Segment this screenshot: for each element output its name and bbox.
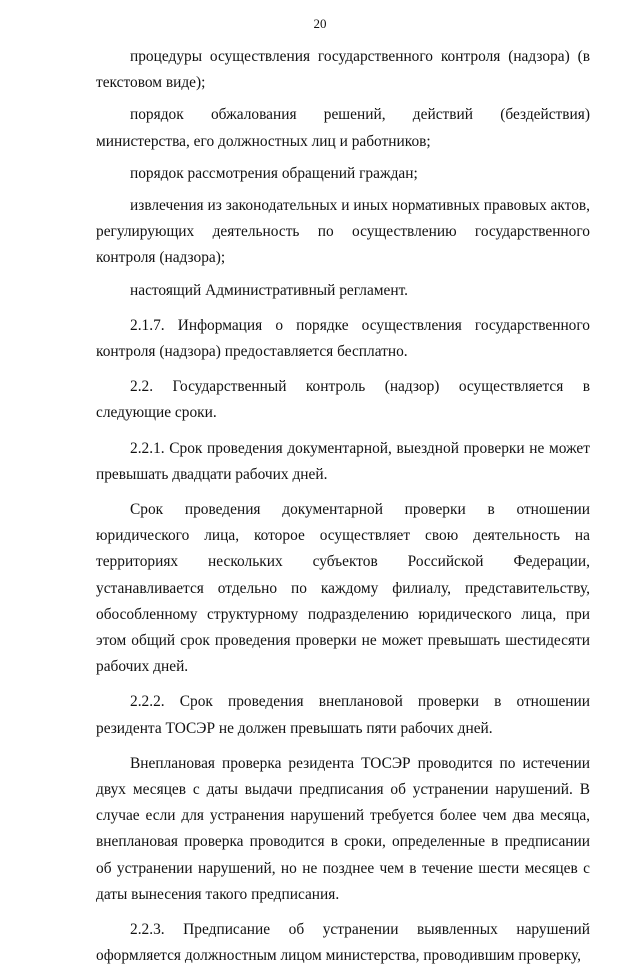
paragraph-procedures: процедуры осуществления государственного контроля (надзора) (в текстовом виде);: [96, 48, 590, 92]
paragraph-regulation: настоящий Административный регламент.: [130, 281, 409, 299]
document-body: [96, 44, 590, 970]
paragraph-2-2-2: 2.2.2. Срок проведения внеплановой проверки в отношении резидента ТОСЭР не должен превышать пяти рабочих дней.: [96, 693, 590, 737]
paragraph-2-2-3: 2.2.3. Предписание об устранении выявленных нарушений оформляется должностным лицом министерства, проводившим проверку,: [96, 921, 590, 965]
paragraph-2-2-1: 2.2.1. Срок проведения документарной, выездной проверки не может превышать двадцати рабочих дней.: [96, 439, 590, 483]
paragraph-citizen-appeals: порядок рассмотрения обращений граждан;: [130, 164, 418, 182]
paragraph-documentary-check-term: Срок проведения документарной проверки в отношении юридического лица, которое осуществляет свою деятельность на территориях нескольких субъектов Российской Федерации, устанавливается отдельно по каждому филиалу, представительству, обособленному структурному подразделению юридического лица, при этом общий срок проведения проверки не может превышать шестидесяти рабочих дней.: [96, 501, 590, 676]
paragraph-appeal-order: порядок обжалования решений, действий (бездействия) министерства, его должностных лиц и работников;: [96, 106, 590, 150]
paragraph-2-2: 2.2. Государственный контроль (надзор) осуществляется в следующие сроки.: [96, 378, 590, 422]
paragraph-unscheduled-check: Внеплановая проверка резидента ТОСЭР проводится по истечении двух месяцев с даты выдачи предписания об устранении нарушений. В случае если для устранения нарушений требуется более чем два месяца, внеплановая проверка проводится в сроки, определенные в предписании об устранении нарушений, но не позднее чем в течение шести месяцев с даты вынесения такого предписания.: [96, 754, 590, 903]
paragraph-legal-extracts: извлечения из законодательных и иных нормативных правовых актов, регулирующих деятельность по осуществлению государственного контроля (надзора);: [96, 197, 590, 267]
page-number: 20: [313, 16, 327, 31]
paragraph-2-1-7: 2.1.7. Информация о порядке осуществления государственного контроля (надзора) предоставляется бесплатно.: [96, 316, 590, 361]
